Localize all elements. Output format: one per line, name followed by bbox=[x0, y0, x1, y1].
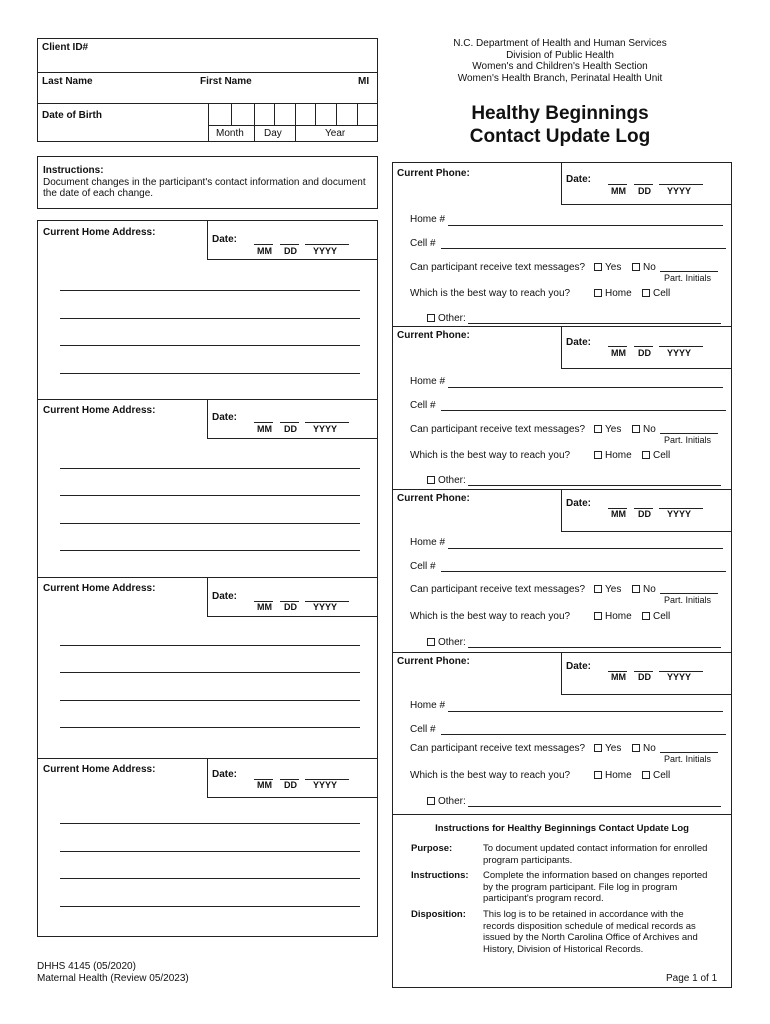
mm-label: MM bbox=[257, 780, 272, 790]
no-checkbox[interactable] bbox=[632, 425, 640, 433]
best-way-question: Which is the best way to reach you? bbox=[410, 770, 571, 781]
phone-label: Current Phone: bbox=[397, 168, 470, 179]
text-question: Can participant receive text messages? bbox=[410, 584, 586, 595]
home-option-label: Home bbox=[605, 611, 632, 622]
address-label: Current Home Address: bbox=[43, 405, 156, 416]
best-way-question: Which is the best way to reach you? bbox=[410, 450, 571, 461]
initials-field[interactable] bbox=[660, 752, 718, 753]
phone-date-label: Date: bbox=[566, 174, 592, 185]
page-number: Page 1 of 1 bbox=[666, 973, 718, 984]
home-checkbox[interactable] bbox=[594, 612, 602, 620]
cell-phone-label: Cell # bbox=[410, 724, 436, 735]
dd-label: DD bbox=[284, 602, 297, 612]
yyyy-label: YYYY bbox=[667, 672, 692, 682]
address-line[interactable] bbox=[60, 290, 360, 291]
cell-phone-field[interactable] bbox=[441, 571, 726, 572]
other-field[interactable] bbox=[468, 323, 721, 324]
yyyy-label: YYYY bbox=[313, 780, 338, 790]
cell-checkbox[interactable] bbox=[642, 289, 650, 297]
cell-option-label: Cell bbox=[653, 288, 671, 299]
mm-label: MM bbox=[611, 186, 626, 196]
purpose-text-1: To document updated contact information for enrolled bbox=[483, 843, 708, 854]
phone-label: Current Phone: bbox=[397, 330, 470, 341]
cell-option-label: Cell bbox=[653, 611, 671, 622]
yyyy-label: YYYY bbox=[313, 424, 338, 434]
address-line[interactable] bbox=[60, 345, 360, 346]
best-way-question: Which is the best way to reach you? bbox=[410, 288, 571, 299]
address-date-label: Date: bbox=[212, 591, 238, 602]
guide-instructions-label: Instructions: bbox=[411, 870, 469, 881]
dob-year-field[interactable]: Year bbox=[325, 128, 346, 139]
cell-phone-field[interactable] bbox=[441, 248, 726, 249]
yes-checkbox[interactable] bbox=[594, 744, 602, 752]
yyyy-label: YYYY bbox=[667, 509, 692, 519]
disposition-text-4: History, Division of Historical Records. bbox=[483, 943, 644, 955]
initials-label: Part. Initials bbox=[664, 435, 712, 445]
guide-instructions-text-3: participant's program record. bbox=[483, 893, 604, 904]
cell-phone-label: Cell # bbox=[410, 561, 436, 572]
address-label: Current Home Address: bbox=[43, 764, 156, 775]
address-line[interactable] bbox=[60, 878, 360, 879]
no-label: No bbox=[643, 584, 656, 595]
home-phone-label: Home # bbox=[410, 700, 446, 711]
no-checkbox[interactable] bbox=[632, 744, 640, 752]
other-checkbox[interactable] bbox=[427, 314, 435, 322]
address-date-label: Date: bbox=[212, 234, 238, 245]
purpose-label: Purpose: bbox=[411, 843, 453, 854]
instructions-heading: Instructions: bbox=[43, 165, 104, 176]
address-line[interactable] bbox=[60, 645, 360, 646]
mm-label: MM bbox=[611, 509, 626, 519]
other-checkbox[interactable] bbox=[427, 638, 435, 646]
address-label: Current Home Address: bbox=[43, 583, 156, 594]
dob-label: Date of Birth bbox=[42, 110, 102, 121]
home-checkbox[interactable] bbox=[594, 289, 602, 297]
dd-label: DD bbox=[284, 424, 297, 434]
dd-label: DD bbox=[638, 672, 651, 682]
best-way-question: Which is the best way to reach you? bbox=[410, 611, 571, 622]
no-checkbox[interactable] bbox=[632, 585, 640, 593]
no-label: No bbox=[643, 424, 656, 435]
home-phone-label: Home # bbox=[410, 376, 446, 387]
review-date: Maternal Health (Review 05/2023) bbox=[37, 972, 189, 984]
initials-field[interactable] bbox=[660, 433, 718, 434]
home-phone-field[interactable] bbox=[448, 387, 723, 388]
no-label: No bbox=[643, 743, 656, 754]
last-name-label: Last Name bbox=[42, 76, 93, 87]
yes-checkbox[interactable] bbox=[594, 425, 602, 433]
agency-line-1: N.C. Department of Health and Human Services bbox=[453, 38, 667, 49]
mm-label: MM bbox=[257, 246, 272, 256]
first-name-label: First Name bbox=[200, 76, 252, 87]
disposition-label: Disposition: bbox=[411, 909, 466, 920]
form-number: DHHS 4145 (05/2020) bbox=[37, 961, 136, 972]
dob-month-field[interactable]: Month bbox=[216, 128, 244, 139]
cell-phone-field[interactable] bbox=[441, 410, 726, 411]
address-line[interactable] bbox=[60, 672, 360, 673]
address-line[interactable] bbox=[60, 468, 360, 469]
phone-date-label: Date: bbox=[566, 661, 592, 672]
phone-label: Current Phone: bbox=[397, 493, 470, 504]
dob-day-field[interactable]: Day bbox=[264, 128, 282, 139]
instructions-text-1: Document changes in the participant's contact information and document bbox=[43, 176, 366, 188]
dd-label: DD bbox=[284, 780, 297, 790]
yes-label: Yes bbox=[605, 743, 622, 754]
address-line[interactable] bbox=[60, 318, 360, 319]
yyyy-label: YYYY bbox=[667, 348, 692, 358]
other-label: Other: bbox=[438, 313, 466, 324]
home-option-label: Home bbox=[605, 288, 632, 299]
initials-field[interactable] bbox=[660, 593, 718, 594]
home-checkbox[interactable] bbox=[594, 451, 602, 459]
yyyy-label: YYYY bbox=[667, 186, 692, 196]
yes-label: Yes bbox=[605, 262, 622, 273]
other-label: Other: bbox=[438, 637, 466, 648]
initials-field[interactable] bbox=[660, 271, 718, 272]
yes-checkbox[interactable] bbox=[594, 585, 602, 593]
address-date-label: Date: bbox=[212, 412, 238, 423]
home-phone-label: Home # bbox=[410, 214, 446, 225]
yyyy-label: YYYY bbox=[313, 246, 338, 256]
address-line[interactable] bbox=[60, 550, 360, 551]
other-label: Other: bbox=[438, 475, 466, 486]
title-line-1: Healthy Beginnings bbox=[471, 103, 649, 124]
guide-instructions-text-2: by the program participant. File log in program bbox=[483, 881, 678, 893]
other-field[interactable] bbox=[468, 485, 721, 486]
address-line[interactable] bbox=[60, 823, 360, 824]
mi-label: MI bbox=[358, 76, 370, 87]
text-question: Can participant receive text messages? bbox=[410, 262, 586, 273]
address-line[interactable] bbox=[60, 373, 360, 374]
yyyy-label: YYYY bbox=[313, 602, 338, 612]
agency-line-4: Women's Health Branch, Perinatal Health Unit bbox=[457, 72, 663, 84]
phone-date-label: Date: bbox=[566, 498, 592, 509]
yes-checkbox[interactable] bbox=[594, 263, 602, 271]
instructions-text-2: the date of each change. bbox=[43, 188, 154, 199]
text-question: Can participant receive text messages? bbox=[410, 424, 586, 435]
agency-line-3: Women's and Children's Health Section bbox=[472, 61, 648, 72]
home-checkbox[interactable] bbox=[594, 771, 602, 779]
initials-label: Part. Initials bbox=[664, 273, 712, 283]
cell-phone-field[interactable] bbox=[441, 734, 726, 735]
address-line[interactable] bbox=[60, 495, 360, 496]
other-label: Other: bbox=[438, 796, 466, 807]
home-phone-field[interactable] bbox=[448, 225, 723, 226]
address-label: Current Home Address: bbox=[43, 227, 156, 238]
address-line[interactable] bbox=[60, 700, 360, 701]
home-phone-field[interactable] bbox=[448, 711, 723, 712]
address-line[interactable] bbox=[60, 727, 360, 728]
disposition-text-1: This log is to be retained in accordance with the bbox=[483, 909, 684, 920]
cell-option-label: Cell bbox=[653, 770, 671, 781]
disposition-text-2: records disposition schedule of medical records as bbox=[483, 920, 696, 932]
agency-line-2: Division of Public Health bbox=[506, 49, 614, 61]
phone-date-label: Date: bbox=[566, 337, 592, 348]
no-checkbox[interactable] bbox=[632, 263, 640, 271]
dd-label: DD bbox=[638, 509, 651, 519]
other-field[interactable] bbox=[468, 647, 721, 648]
purpose-text-2: program participants. bbox=[483, 854, 573, 866]
other-checkbox[interactable] bbox=[427, 476, 435, 484]
cell-option-label: Cell bbox=[653, 450, 671, 461]
mm-label: MM bbox=[257, 602, 272, 612]
cell-phone-label: Cell # bbox=[410, 238, 436, 249]
home-phone-field[interactable] bbox=[448, 548, 723, 549]
dd-label: DD bbox=[284, 246, 297, 256]
cell-checkbox[interactable] bbox=[642, 451, 650, 459]
yes-label: Yes bbox=[605, 584, 622, 595]
other-field[interactable] bbox=[468, 806, 721, 807]
home-phone-label: Home # bbox=[410, 537, 446, 548]
phone-label: Current Phone: bbox=[397, 656, 470, 667]
mm-label: MM bbox=[611, 348, 626, 358]
cell-checkbox[interactable] bbox=[642, 612, 650, 620]
title-line-2: Contact Update Log bbox=[469, 126, 651, 147]
disposition-text-3: issued by the North Carolina Office of Archives and bbox=[483, 932, 698, 943]
initials-label: Part. Initials bbox=[664, 595, 712, 605]
guide-heading: Instructions for Healthy Beginnings Contact Update Log bbox=[435, 823, 689, 834]
guide-instructions-text-1: Complete the information based on changes reported bbox=[483, 870, 708, 881]
home-option-label: Home bbox=[605, 450, 632, 461]
text-question: Can participant receive text messages? bbox=[410, 743, 586, 754]
yes-label: Yes bbox=[605, 424, 622, 435]
no-label: No bbox=[643, 262, 656, 273]
dd-label: DD bbox=[638, 348, 651, 358]
cell-phone-label: Cell # bbox=[410, 400, 436, 411]
home-option-label: Home bbox=[605, 770, 632, 781]
cell-checkbox[interactable] bbox=[642, 771, 650, 779]
other-checkbox[interactable] bbox=[427, 797, 435, 805]
address-date-label: Date: bbox=[212, 769, 238, 780]
address-line[interactable] bbox=[60, 906, 360, 907]
address-line[interactable] bbox=[60, 523, 360, 524]
mm-label: MM bbox=[257, 424, 272, 434]
mm-label: MM bbox=[611, 672, 626, 682]
client-id-label: Client ID# bbox=[42, 42, 89, 53]
address-line[interactable] bbox=[60, 851, 360, 852]
initials-label: Part. Initials bbox=[664, 754, 712, 764]
dd-label: DD bbox=[638, 186, 651, 196]
